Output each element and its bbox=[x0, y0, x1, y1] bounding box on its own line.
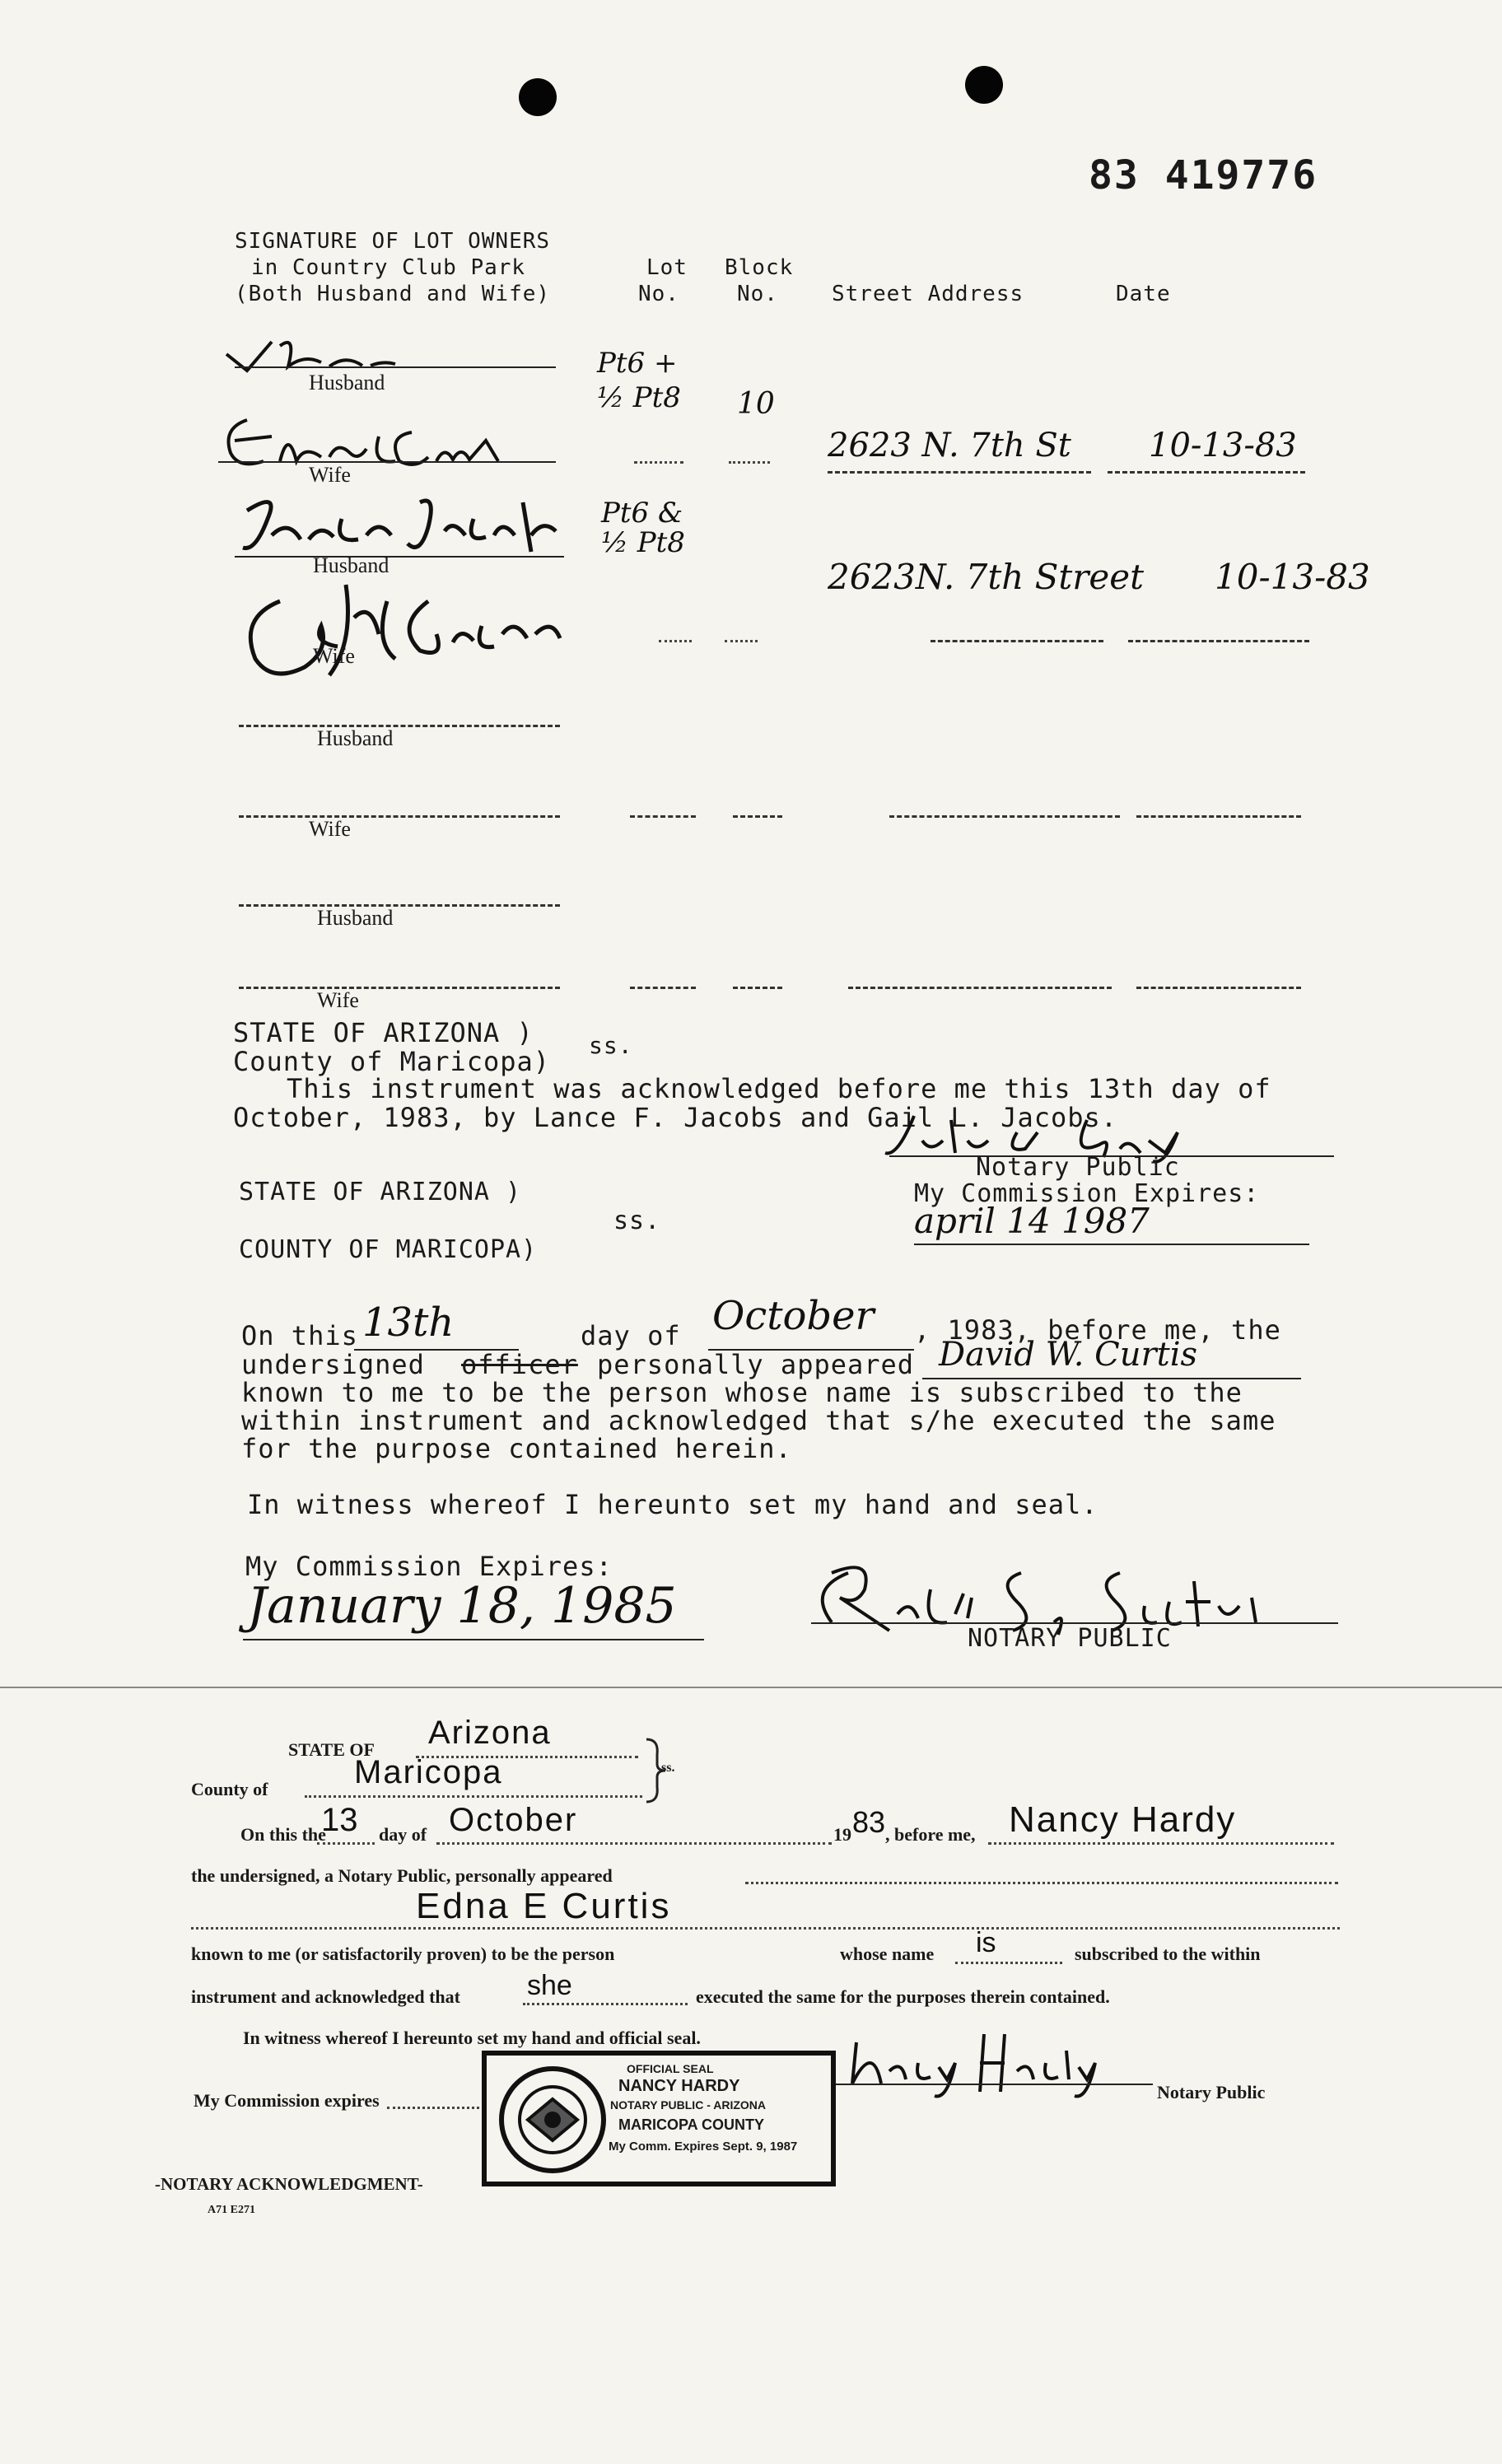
ack3-year-prefix: 19 bbox=[833, 1824, 851, 1845]
ack3-year-hand: 83 bbox=[852, 1805, 886, 1839]
dots-lot-1 bbox=[634, 461, 683, 464]
ack1-commission-line bbox=[914, 1244, 1309, 1245]
dash-block-4 bbox=[733, 987, 782, 989]
ack2-year-rest: , 1983, before me, the bbox=[914, 1314, 1281, 1346]
ack2-line2-a: undersigned bbox=[241, 1349, 425, 1380]
ack1-county: County of Maricopa) bbox=[233, 1046, 551, 1077]
ack3-notary-hand: Nancy Hardy bbox=[1009, 1799, 1237, 1840]
ack3-line3-b: whose name bbox=[840, 1944, 935, 1964]
ack2-line2-b: personally appeared bbox=[597, 1349, 915, 1380]
label-husband-4: Husband bbox=[317, 906, 394, 930]
ack2-line2-strike: officer bbox=[461, 1349, 578, 1380]
ack3-day-hand: 13 bbox=[321, 1802, 358, 1838]
ack3-month-hand: October bbox=[449, 1802, 578, 1838]
ack2-commission-date: January 18, 1985 bbox=[247, 1577, 677, 1635]
ack3-notary-label: Notary Public bbox=[1157, 2082, 1266, 2102]
ack3-notary-line bbox=[832, 2084, 1153, 2085]
signature-wife-2 bbox=[231, 568, 585, 692]
ack3-witness: In witness whereof I hereunto set my hand and official seal. bbox=[243, 2028, 701, 2048]
ack2-notary-label: NOTARY PUBLIC bbox=[968, 1624, 1172, 1653]
underline-date-1 bbox=[1108, 471, 1305, 474]
form-footer-title: -NOTARY ACKNOWLEDGMENT- bbox=[155, 2174, 423, 2194]
header-owners-line1: SIGNATURE OF LOT OWNERS bbox=[235, 229, 551, 254]
dots-lot-2 bbox=[659, 640, 692, 642]
ack3-notary-underline bbox=[988, 1842, 1334, 1845]
header-date: Date bbox=[1116, 282, 1171, 306]
ack3-is-hand: is bbox=[976, 1927, 996, 1958]
dash-date-3 bbox=[1136, 815, 1301, 818]
official-seal-stamp bbox=[482, 2051, 836, 2186]
ack1-state: STATE OF ARIZONA ) bbox=[233, 1017, 534, 1048]
ack3-commission-label: My Commission expires bbox=[194, 2090, 380, 2111]
punch-hole-left bbox=[519, 78, 557, 116]
dash-street-3 bbox=[889, 815, 1120, 818]
header-lot-line2: No. bbox=[638, 282, 679, 306]
seal-line4: MARICOPA COUNTY bbox=[618, 2116, 764, 2133]
dash-block-3 bbox=[733, 815, 782, 818]
ack3-state-label: STATE OF bbox=[288, 1739, 375, 1760]
street-owner-2: 2623N. 7th Street bbox=[828, 557, 1144, 597]
ack1-commission-label: My Commission Expires: bbox=[914, 1179, 1260, 1208]
header-block-line2: No. bbox=[737, 282, 778, 306]
ack2-on-this: On this bbox=[241, 1320, 358, 1351]
dash-street-4 bbox=[848, 987, 1112, 989]
signature-line-husband-2 bbox=[235, 556, 564, 558]
block-owner-1: 10 bbox=[737, 387, 775, 421]
ack3-line3-a: known to me (or satisfactorily proven) to be the person bbox=[191, 1944, 615, 1964]
underline-street-2 bbox=[931, 640, 1103, 642]
signature-wife-1 bbox=[214, 404, 560, 478]
ack3-county-label: County of bbox=[191, 1779, 268, 1799]
header-owners-line3: (Both Husband and Wife) bbox=[235, 282, 551, 306]
signature-husband-2 bbox=[231, 486, 585, 560]
form-code: A71 E271 bbox=[208, 2204, 255, 2216]
ack3-line2-underline bbox=[745, 1882, 1338, 1884]
dash-date-4 bbox=[1136, 987, 1301, 989]
ack2-person-hand: David W. Curtis bbox=[939, 1336, 1198, 1374]
label-husband-1: Husband bbox=[309, 371, 385, 394]
signature-line-wife-1 bbox=[218, 461, 556, 463]
seal-line2: NANCY HARDY bbox=[618, 2077, 740, 2095]
ack2-witness: In witness whereof I hereunto set my hand and seal. bbox=[247, 1489, 1099, 1520]
ack3-line4-a: instrument and acknowledged that bbox=[191, 1986, 460, 2007]
header-street: Street Address bbox=[832, 282, 1024, 306]
ack2-commission-line bbox=[243, 1639, 704, 1640]
ack3-commission-underline bbox=[387, 2107, 494, 2109]
dots-block-2 bbox=[725, 640, 758, 642]
ack1-ss: ss. bbox=[589, 1032, 633, 1059]
ack3-day-underline bbox=[317, 1842, 375, 1845]
ack2-state: STATE OF ARIZONA ) bbox=[239, 1178, 522, 1206]
ack3-she-underline bbox=[523, 2003, 688, 2005]
ack2-line3: known to me to be the person whose name is subscribed to the bbox=[241, 1377, 1243, 1408]
ack3-person-underline bbox=[191, 1927, 1340, 1930]
ack2-month-hand: October bbox=[712, 1293, 875, 1339]
date-owner-2: 10-13-83 bbox=[1215, 557, 1370, 597]
street-owner-1: 2623 N. 7th St bbox=[828, 427, 1071, 464]
ack3-notary-signature bbox=[840, 2026, 1136, 2100]
ack3-before-me: , before me, bbox=[885, 1824, 976, 1845]
ack2-commission-label: My Commission Expires: bbox=[245, 1551, 613, 1582]
header-lot-line1: Lot bbox=[646, 255, 688, 280]
ack1-commission-date: april 14 1987 bbox=[914, 1201, 1150, 1241]
seal-line3: NOTARY PUBLIC - ARIZONA bbox=[610, 2098, 766, 2112]
document-number: 83 419776 bbox=[1089, 152, 1318, 198]
underline-date-2 bbox=[1128, 640, 1309, 642]
lot-owner-2: Pt6 & ½ Pt8 bbox=[601, 497, 685, 559]
ack3-line4-b: executed the same for the purposes therein contained. bbox=[696, 1986, 1110, 2007]
ack3-state-hand: Arizona bbox=[428, 1715, 552, 1751]
ack3-month-underline bbox=[436, 1842, 832, 1845]
ack3-county-underline bbox=[305, 1795, 642, 1798]
label-wife-3: Wife bbox=[309, 817, 351, 841]
dash-lot-4 bbox=[630, 987, 696, 989]
ack1-text-line1: This instrument was acknowledged before me this 13th day of bbox=[287, 1073, 1271, 1104]
ack3-county-hand: Maricopa bbox=[354, 1754, 503, 1790]
label-husband-2: Husband bbox=[313, 553, 389, 577]
ack2-line5: for the purpose contained herein. bbox=[241, 1433, 792, 1464]
dash-lot-3 bbox=[630, 815, 696, 818]
ack2-county: COUNTY OF MARICOPA) bbox=[239, 1235, 538, 1264]
ack3-day-of: day of bbox=[379, 1824, 427, 1845]
section-separator bbox=[0, 1687, 1502, 1688]
ack1-notary-label: Notary Public bbox=[976, 1153, 1180, 1182]
ack3-she-hand: she bbox=[527, 1970, 572, 2001]
ack3-line3-c: subscribed to the within bbox=[1075, 1944, 1261, 1964]
punch-hole-right bbox=[965, 66, 1003, 104]
label-wife-2: Wife bbox=[313, 644, 355, 668]
ack1-text-line2: October, 1983, by Lance F. Jacobs and Gail L. Jacobs. bbox=[233, 1102, 1118, 1133]
label-wife-1: Wife bbox=[309, 463, 351, 487]
ack3-line2: the undersigned, a Notary Public, personally appeared bbox=[191, 1865, 613, 1886]
seal-line5: My Comm. Expires Sept. 9, 1987 bbox=[609, 2140, 798, 2154]
signature-line-husband-3 bbox=[239, 725, 560, 727]
dots-block-1 bbox=[729, 461, 770, 464]
lot-owner-1: Pt6 + ½ Pt8 bbox=[597, 347, 681, 414]
ack3-on-this: On this the bbox=[240, 1824, 326, 1845]
signature-line-wife-3 bbox=[239, 815, 560, 818]
ack2-day-hand: 13th bbox=[362, 1300, 455, 1346]
label-wife-4: Wife bbox=[317, 988, 359, 1012]
state-seal-icon bbox=[495, 2062, 610, 2177]
ack3-ss: ss. bbox=[661, 1761, 675, 1775]
ack2-day-of: day of bbox=[581, 1320, 681, 1351]
signature-line-wife-4 bbox=[239, 987, 560, 989]
ack3-person-hand: Edna E Curtis bbox=[416, 1886, 672, 1926]
ack3-is-underline bbox=[955, 1962, 1062, 1964]
ack2-line4: within instrument and acknowledged that s/he executed the same bbox=[241, 1405, 1276, 1436]
signature-line-husband-4 bbox=[239, 904, 560, 907]
label-husband-3: Husband bbox=[317, 726, 394, 750]
signature-line-husband-1 bbox=[235, 366, 556, 368]
header-owners-line2: in Country Club Park bbox=[251, 255, 526, 280]
header-block-line1: Block bbox=[725, 255, 794, 280]
date-owner-1: 10-13-83 bbox=[1149, 427, 1297, 464]
underline-street-1 bbox=[828, 471, 1091, 474]
seal-line1: OFFICIAL SEAL bbox=[627, 2062, 714, 2075]
ack2-ss: ss. bbox=[613, 1206, 661, 1235]
